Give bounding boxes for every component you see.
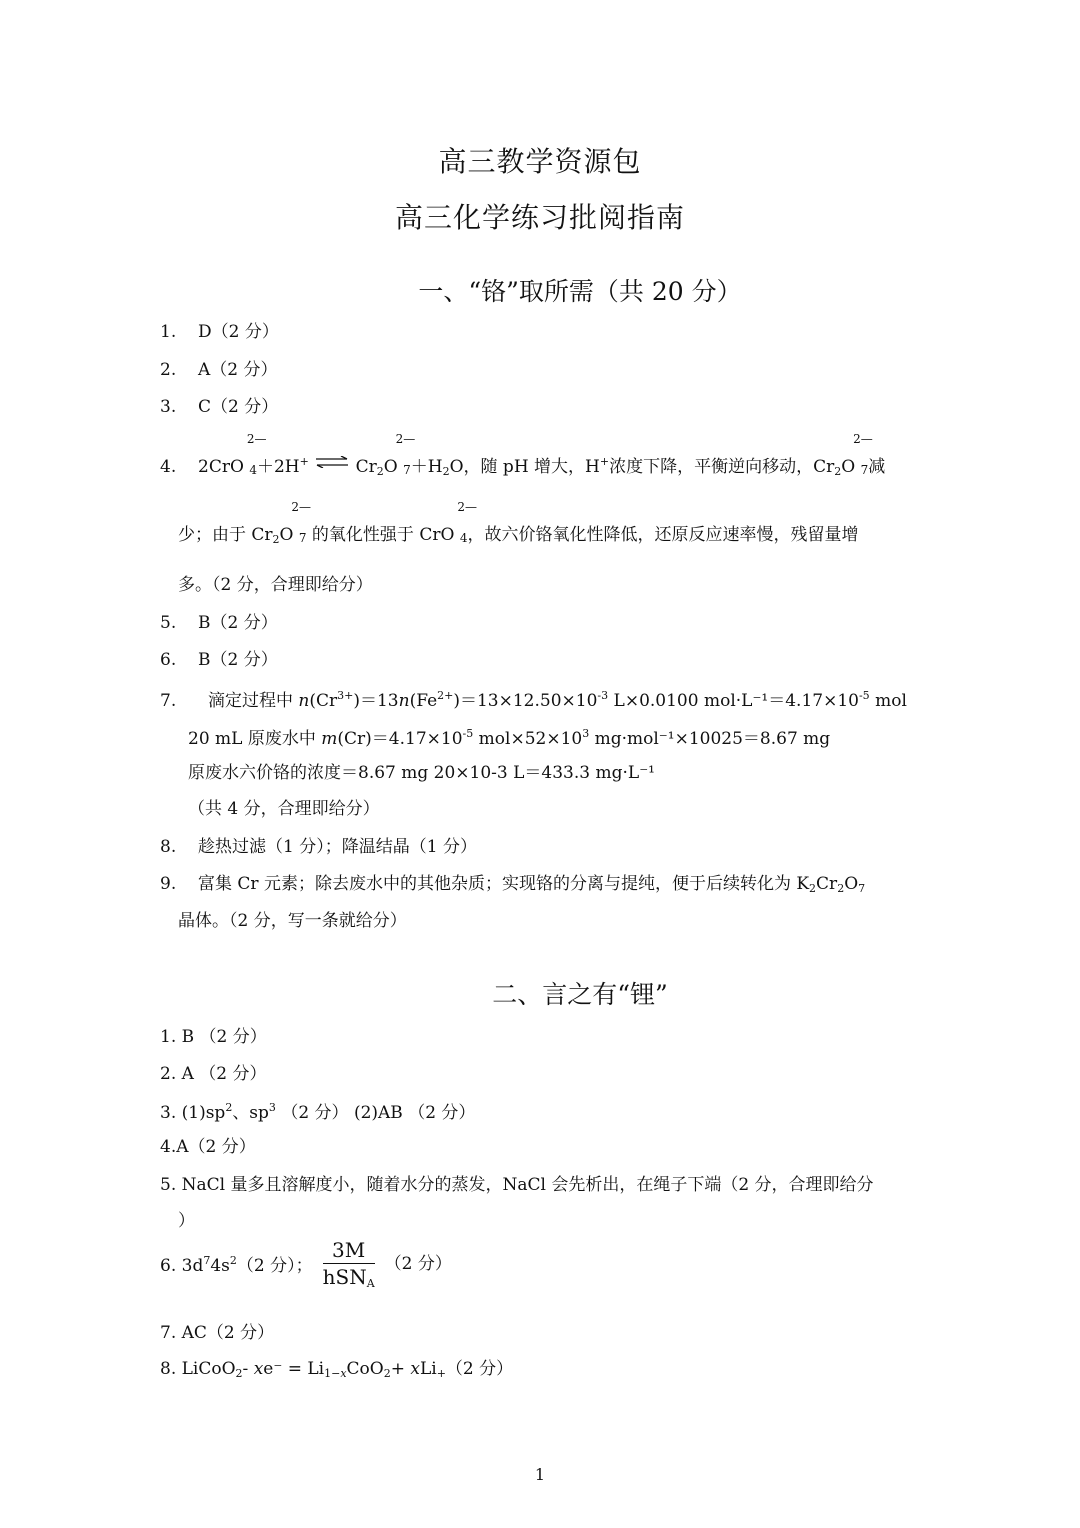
page-number: 1 bbox=[534, 1465, 546, 1484]
s1-answer-4-line2: 少；由于 $Cr_2O$ 2— 7 的氧化性强于 CrO 2— 4，故六价铬氧化性降低，还原反应速率慢，残留量增 bbox=[178, 500, 859, 546]
document-subtitle: 高三化学练习批阅指南 bbox=[394, 201, 685, 234]
s1-answer-7-line2: 20 mL 原废水中 $m(Cr)=4.17\times 10^{-5}$ $mol\times 52\times 10^3$ mg·mol⁻¹×10025＝8.67 mg bbox=[188, 727, 831, 749]
s2-answer-8: 8. LiCoO$_2$- $xe^- = Li_{1-x}CoO_2+ xLi_+(2$ 分） bbox=[160, 1359, 514, 1380]
s1-answer-7-line3: 原废水六价铬的浓度＝8.67 mg 20×10-3 L＝433.3 mg·L⁻¹ bbox=[188, 763, 655, 783]
s1-answer-2: 2. A（2 分） bbox=[160, 360, 278, 380]
section2-heading: 二、言之有“锂” bbox=[492, 980, 668, 1009]
equilibrium-arrow-icon bbox=[314, 455, 350, 472]
s2-answer-3: 3. $(1)sp^2$、$sp^3$ （2 分） (2)AB （2 分） bbox=[160, 1101, 476, 1123]
s2-answer-4: 4.A（2 分） bbox=[160, 1137, 256, 1157]
s1-answer-9-line1: 9. 富集 Cr 元素；除去废水中的其他杂质；实现铬的分离与提纯，便于后续转化为 $K_2Cr_2O_7$ bbox=[160, 874, 866, 895]
s2-answer-2: 2. A （2 分） bbox=[160, 1064, 267, 1084]
document-title: 高三教学资源包 bbox=[438, 145, 642, 178]
section1-heading: 一、“铬”取所需（共 20 分） bbox=[418, 277, 742, 306]
s2-answer-1: 1. B （2 分） bbox=[160, 1027, 267, 1047]
s2-answer-7: 7. AC（2 分） bbox=[160, 1323, 275, 1343]
s1-answer-3: 3. C（2 分） bbox=[160, 397, 279, 417]
s2-answer-6: 6. $3d^74s^2(2$ 分）； $\frac{3M}{hSN_A}$ （2 分） bbox=[160, 1238, 452, 1290]
s1-answer-9-line2: 晶体。（2 分，写一条就给分） bbox=[178, 911, 407, 931]
s1-answer-4-line3: 多。（2 分，合理即给分） bbox=[178, 575, 373, 595]
s1-answer-1: 1. D（2 分） bbox=[160, 322, 279, 342]
s1-answer-8: 8. 趁热过滤（1 分）；降温结晶（1 分） bbox=[160, 837, 477, 857]
s1-answer-7-line1: 7. 滴定过程中 $n(Cr^{3+})=13n(Fe^{2+})=13\times 12.50\times 10^{-3}$ L×0.0100 $mol\cdot L^{-1}=4.17\times 10^{-5}$ mol bbox=[160, 689, 907, 711]
s1-answer-4-line1: 4. 2CrO 2— 4＋2H+ $Cr_2O$ 2— $7+H_2O$，随 pH 增大，H+浓度下降，平衡逆向移动，$Cr_2O$ 2— 7减 bbox=[160, 432, 886, 478]
s2-answer-5-line1: 5. NaCl 量多且溶解度小，随着水分的蒸发，NaCl 会先析出，在绳子下端（2 分，合理即给分 bbox=[160, 1175, 874, 1195]
s2-answer-5-line2: ） bbox=[178, 1211, 195, 1231]
s1-answer-7-line4: （共 4 分，合理即给分） bbox=[188, 799, 380, 819]
density-fraction: $\frac{3M}{hSN_A}$ bbox=[322, 1238, 375, 1290]
s1-answer-5: 5. B（2 分） bbox=[160, 613, 278, 633]
s1-answer-6: 6. B（2 分） bbox=[160, 650, 278, 670]
